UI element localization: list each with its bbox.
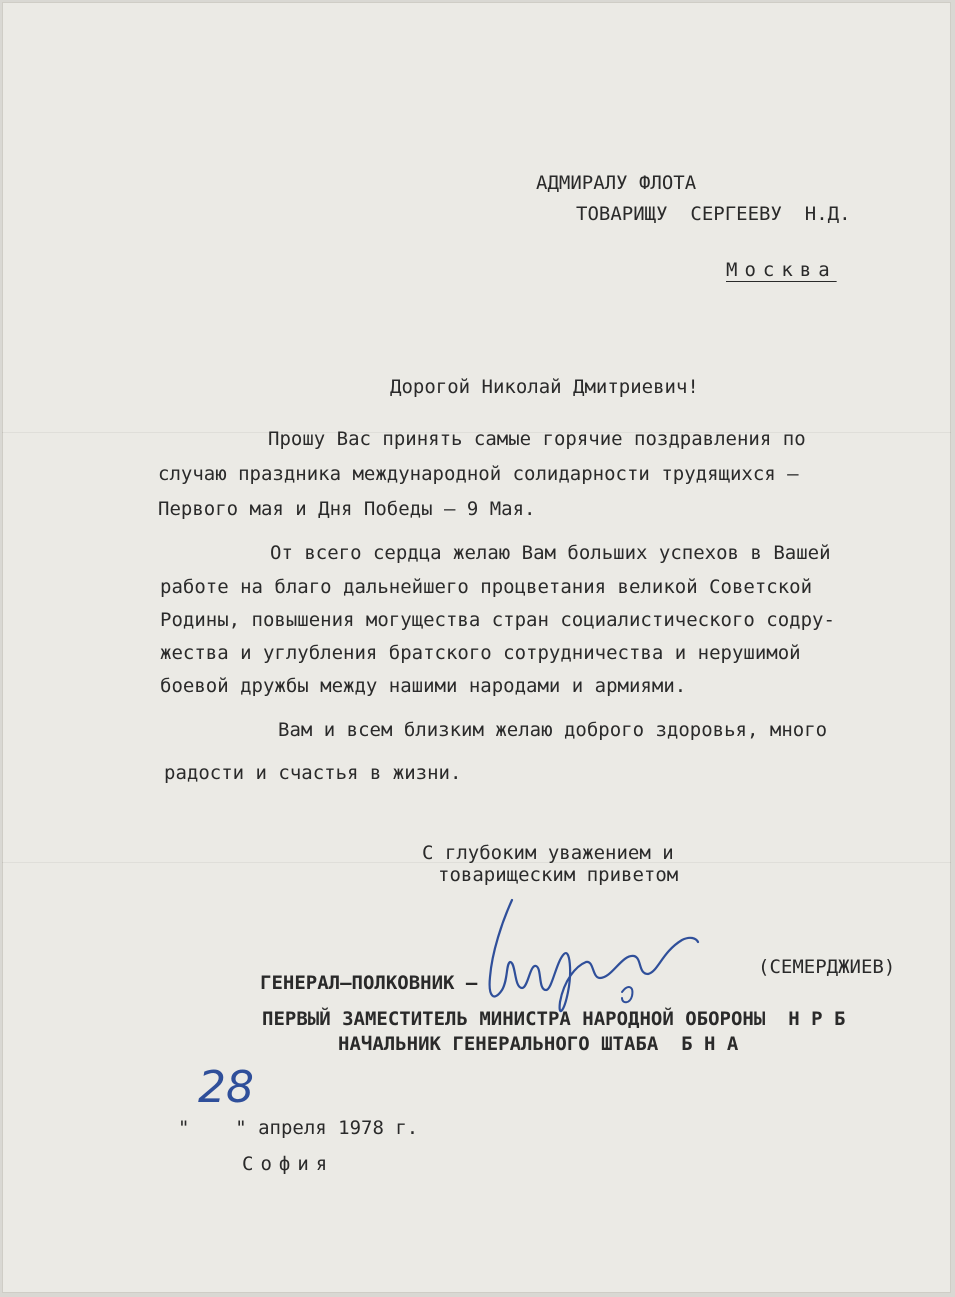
signatory-title-2: НАЧАЛЬНИК ГЕНЕРАЛЬНОГО ШТАБА Б Н А xyxy=(338,1033,739,1055)
recipient-city: Москва xyxy=(726,259,837,281)
body-line: радости и счастья в жизни. xyxy=(164,762,462,784)
letter-page xyxy=(2,2,951,1293)
body-line: От всего сердца желаю Вам больших успехов в Вашей xyxy=(270,542,831,564)
body-line: боевой дружбы между нашими народами и армиями. xyxy=(160,675,687,697)
signatory-name: (СЕМЕРДЖИЕВ) xyxy=(758,956,896,978)
body-line: Вам и всем близким желаю доброго здоровья, много xyxy=(278,719,828,741)
body-line: случаю праздника международной солидарности трудящихся – xyxy=(158,463,799,485)
body-line: Родины, повышения могущества стран социалистического содру- xyxy=(160,609,835,631)
signatory-title-1: ПЕРВЫЙ ЗАМЕСТИТЕЛЬ МИНИСТРА НАРОДНОЙ ОБОРОНЫ Н Р Б xyxy=(262,1008,846,1030)
handwritten-date-day: 28 xyxy=(198,1062,254,1113)
recipient-line-2: ТОВАРИЩУ СЕРГЕЕВУ Н.Д. xyxy=(576,203,851,225)
closing-line-2: товарищеским приветом xyxy=(438,864,679,886)
body-line: работе на благо дальнейшего процветания великой Советской xyxy=(160,576,813,598)
date-line: " " апреля 1978 г. xyxy=(178,1117,419,1139)
signatory-rank: ГЕНЕРАЛ–ПОЛКОВНИК – xyxy=(260,972,478,994)
salutation: Дорогой Николай Дмитриевич! xyxy=(390,376,699,398)
body-line: Первого мая и Дня Победы – 9 Мая. xyxy=(158,498,536,520)
place-line: София xyxy=(242,1153,335,1175)
recipient-line-1: АДМИРАЛУ ФЛОТА xyxy=(536,172,697,194)
body-line: Прошу Вас принять самые горячие поздравления по xyxy=(268,428,806,450)
closing-line-1: С глубоким уважением и xyxy=(422,842,674,864)
body-line: жества и углубления братского сотрудничества и нерушимой xyxy=(160,642,801,664)
